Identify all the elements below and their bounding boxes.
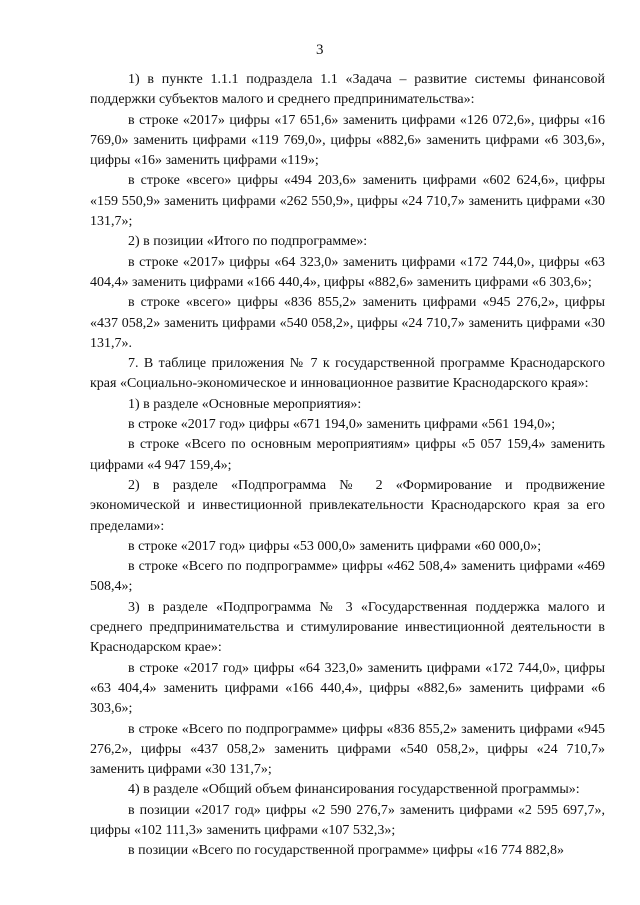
- paragraph-main-measures-2017: в строке «2017 год» цифры «671 194,0» заменить цифрами «561 194,0»;: [128, 417, 556, 433]
- paragraph-item-1-1-1: 1) в пункте 1.1.1 подраздела 1.1 «Задача – развитие системы финансовой поддержки субъектов малого и среднего предпринимательства»:: [90, 72, 605, 108]
- paragraph-subprogram-3-2017: в строке «2017 год» цифры «64 323,0» заменить цифрами «172 744,0», цифры «63 404,4» заменить цифрами «166 440,4», цифры «882,6» заменить цифрами «6 303,6»;: [90, 660, 605, 717]
- paragraph-subprogram-3-total: в строке «Всего по подпрограмме» цифры «836 855,2» заменить цифрами «945 276,2», цифры «437 058,2» заменить цифрами «540 058,2», цифры «24 710,7» заменить цифрами «30 131,7»;: [90, 721, 605, 778]
- paragraph-subprogram-2-2017: в строке «2017 год» цифры «53 000,0» заменить цифрами «60 000,0»;: [128, 538, 542, 554]
- paragraph-main-measures-total: в строке «Всего по основным мероприятиям» цифры «5 057 159,4» заменить цифрами «4 947 159,4»;: [90, 437, 605, 473]
- paragraph-main-measures-section: 1) в разделе «Основные мероприятия»:: [128, 396, 362, 412]
- paragraph-subprogram-2-total: в строке «Всего по подпрограмме» цифры «462 508,4» заменить цифрами «469 508,4»;: [90, 559, 605, 595]
- document-body: [90, 70, 605, 862]
- paragraph-subprogram-2-section: 2) в разделе «Подпрограмма № 2 «Формирование и продвижение экономической и инвестиционной привлекательности Краснодарского края за его пределами»:: [90, 477, 605, 534]
- paragraph-row-2017: в строке «2017» цифры «17 651,6» заменить цифрами «126 072,6», цифры «16 769,0» заменить цифрами «119 769,0», цифры «882,6» заменить цифрами «6 303,6», цифры «16» заменить цифрами «119»;: [90, 112, 605, 169]
- paragraph-subprogram-3-section: 3) в разделе «Подпрограмма № 3 «Государственная поддержка малого и среднего предпринимательства и стимулирование инвестиционной деятельности в Краснодарском крае»:: [90, 599, 605, 656]
- paragraph-general-funding-2017: в позиции «2017 год» цифры «2 590 276,7» заменить цифрами «2 595 697,7», цифры «102 111,3» заменить цифрами «107 532,3»;: [90, 802, 605, 838]
- paragraph-general-funding-total: в позиции «Всего по государственной программе» цифры «16 774 882,8»: [128, 843, 565, 859]
- page-number: 3: [316, 42, 324, 58]
- paragraph-row-total: в строке «всего» цифры «494 203,6» заменить цифрами «602 624,6», цифры «159 550,9» заменить цифрами «262 550,9», цифры «24 710,7» заменить цифрами «30 131,7»;: [90, 173, 605, 230]
- paragraph-general-funding-section: 4) в разделе «Общий объем финансирования государственной программы»:: [128, 782, 580, 798]
- paragraph-subprogram-row-total: в строке «всего» цифры «836 855,2» заменить цифрами «945 276,2», цифры «437 058,2» заменить цифрами «540 058,2», цифры «24 710,7» заменить цифрами «30 131,7».: [90, 295, 605, 351]
- paragraph-appendix-7: 7. В таблице приложения № 7 к государственной программе Краснодарского края «Социально-экономическое и инновационное развитие Краснодарского края»:: [90, 356, 605, 392]
- paragraph-subprogram-row-2017: в строке «2017» цифры «64 323,0» заменить цифрами «172 744,0», цифры «63 404,4» заменить цифрами «166 440,4», цифры «882,6» заменить цифрами «6 303,6»;: [90, 254, 605, 290]
- paragraph-subprogram-total-position: 2) в позиции «Итого по подпрограмме»:: [128, 234, 368, 250]
